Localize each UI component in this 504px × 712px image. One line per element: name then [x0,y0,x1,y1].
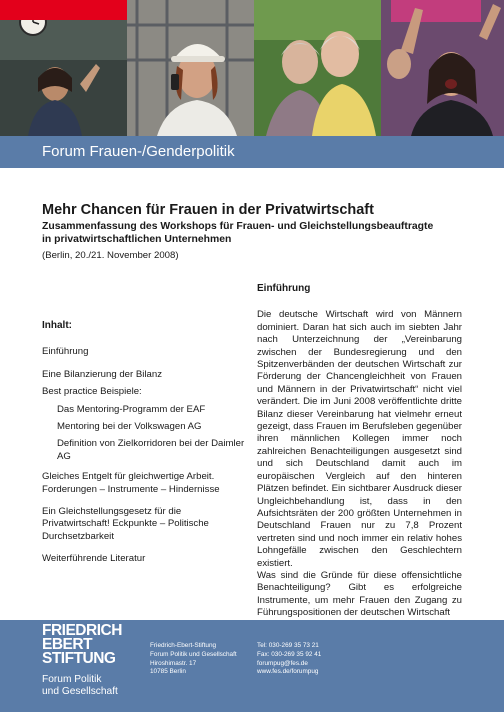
address-line: 10785 Berlin [150,668,186,676]
logo-subtitle [42,674,128,698]
document-header [42,202,482,262]
footer-address [150,642,237,677]
brand-red-tab [0,0,127,20]
article-paragraph-1: Die deutsche Wirtschaft wird von Männern dominiert. Daran hat sich auch im siebten Jahr nach Unterzeichnung der „Vereinbarung zwischen der Bundesregierung und den Spitzenverbänden der deutschen Wirtschaft zur Förderung der Chancengleichheit von Frauen und Männern in der Privatwirtschaft“ nicht viel verändert. Die im Juni 2008 veröffentlichte dritte Bilanz dieser Vereinbarung hat vielmehr erneut gezeigt, dass Frauen im Berufsleben gegenüber ihren männlichen Kollegen immer noch zahlreichen Benachteiligungen ausgesetzt sind und sich Deutschland damit auch im europäischen Vergleich auf den hinteren Plätzen befindet. Ein sichtbarer Ausdruck dieser Ungleichbehandlung ist, dass in den Aufsichtsräten der 200 größten Unternehmen in Deutschland Frauen nur zu 7,8 Prozent vertreten sind und noch immer ein relativ hohes Lohngefälle zwischen den Geschlechtern existiert. [257,309,462,569]
logo-line-2: EBERT [42,636,93,653]
address-line: Hiroshimastr. 17 [150,659,197,667]
footer [0,620,504,712]
photo-teacher-classroom [0,0,127,136]
toc-item-literatur[interactable]: Weiterführende Literatur [42,553,146,565]
subtitle-line-2: in privatwirtschaftlichen Unternehmen [42,234,232,245]
address-line: Friedrich-Ebert-Stiftung [150,642,217,649]
logo-line-1: FRIEDRICH [42,622,122,639]
toc-item-zielkorridore-daimler[interactable]: Definition von Zielkorridoren bei der Daimler AG [57,438,245,462]
photo-protest-women [381,0,504,136]
page-subtitle [42,220,482,246]
logo-subtitle-line-2: und Gesellschaft [42,686,118,697]
table-of-contents [42,320,247,576]
subtitle-line-1: Zusammenfassung des Workshops für Frauen- und Gleichstellungsbeauftragte [42,221,434,232]
page-title: Mehr Chancen für Frauen in der Privatwirtschaft [42,202,374,218]
toc-item-best-practice[interactable]: Best practice Beispiele: [42,386,142,398]
fes-logo [42,624,128,698]
banner-title: Forum Frauen-/Genderpolitik [42,143,235,160]
toc-item-mentoring-vw[interactable]: Mentoring bei der Volkswagen AG [57,421,202,433]
logo-subtitle-line-1: Forum Politik [42,674,102,685]
header-photo-strip [0,0,504,136]
toc-item-einfuehrung[interactable]: Einführung [42,346,89,358]
toc-heading: Inhalt: [42,320,72,331]
contact-website[interactable]: www.fes.de/forumpug [257,668,319,676]
section-banner [0,136,504,168]
article-introduction [257,283,462,620]
contact-fax: Fax: 030-269 35 92 41 [257,650,322,658]
contact-email[interactable]: forumpug@fes.de [257,659,308,667]
logo-line-3: STIFTUNG [42,650,116,667]
toc-item-bilanzierung[interactable]: Eine Bilanzierung der Bilanz [42,368,162,380]
address-line: Forum Politik und Gesellschaft [150,650,237,658]
article-heading: Einführung [257,283,311,294]
photo-older-women [254,0,381,136]
contact-phone: Tel: 030-269 35 73 21 [257,642,319,649]
photo-woman-hardhat [127,0,254,136]
toc-item-gleiches-entgelt[interactable]: Gleiches Entgelt für gleichwertige Arbeit. Forderungen – Instrumente – Hindernisse [42,471,220,495]
toc-item-gleichstellungsgesetz[interactable]: Ein Gleichstellungsgesetz für die Privatwirtschaft! Eckpunkte – Politische Durchsetzbarkeit [42,506,209,542]
toc-item-mentoring-eaf[interactable]: Das Mentoring-Programm der EAF [57,403,206,415]
event-date: (Berlin, 20./21. November 2008) [42,250,179,261]
article-paragraph-2: Was sind die Gründe für diese offensichtliche Benachteiligung? Gibt es erfolgreiche Instrumente, um mehr Frauen den Zugang zu Führungspositionen der deutschen Wirtschaft [257,569,462,619]
footer-contact [257,642,321,677]
